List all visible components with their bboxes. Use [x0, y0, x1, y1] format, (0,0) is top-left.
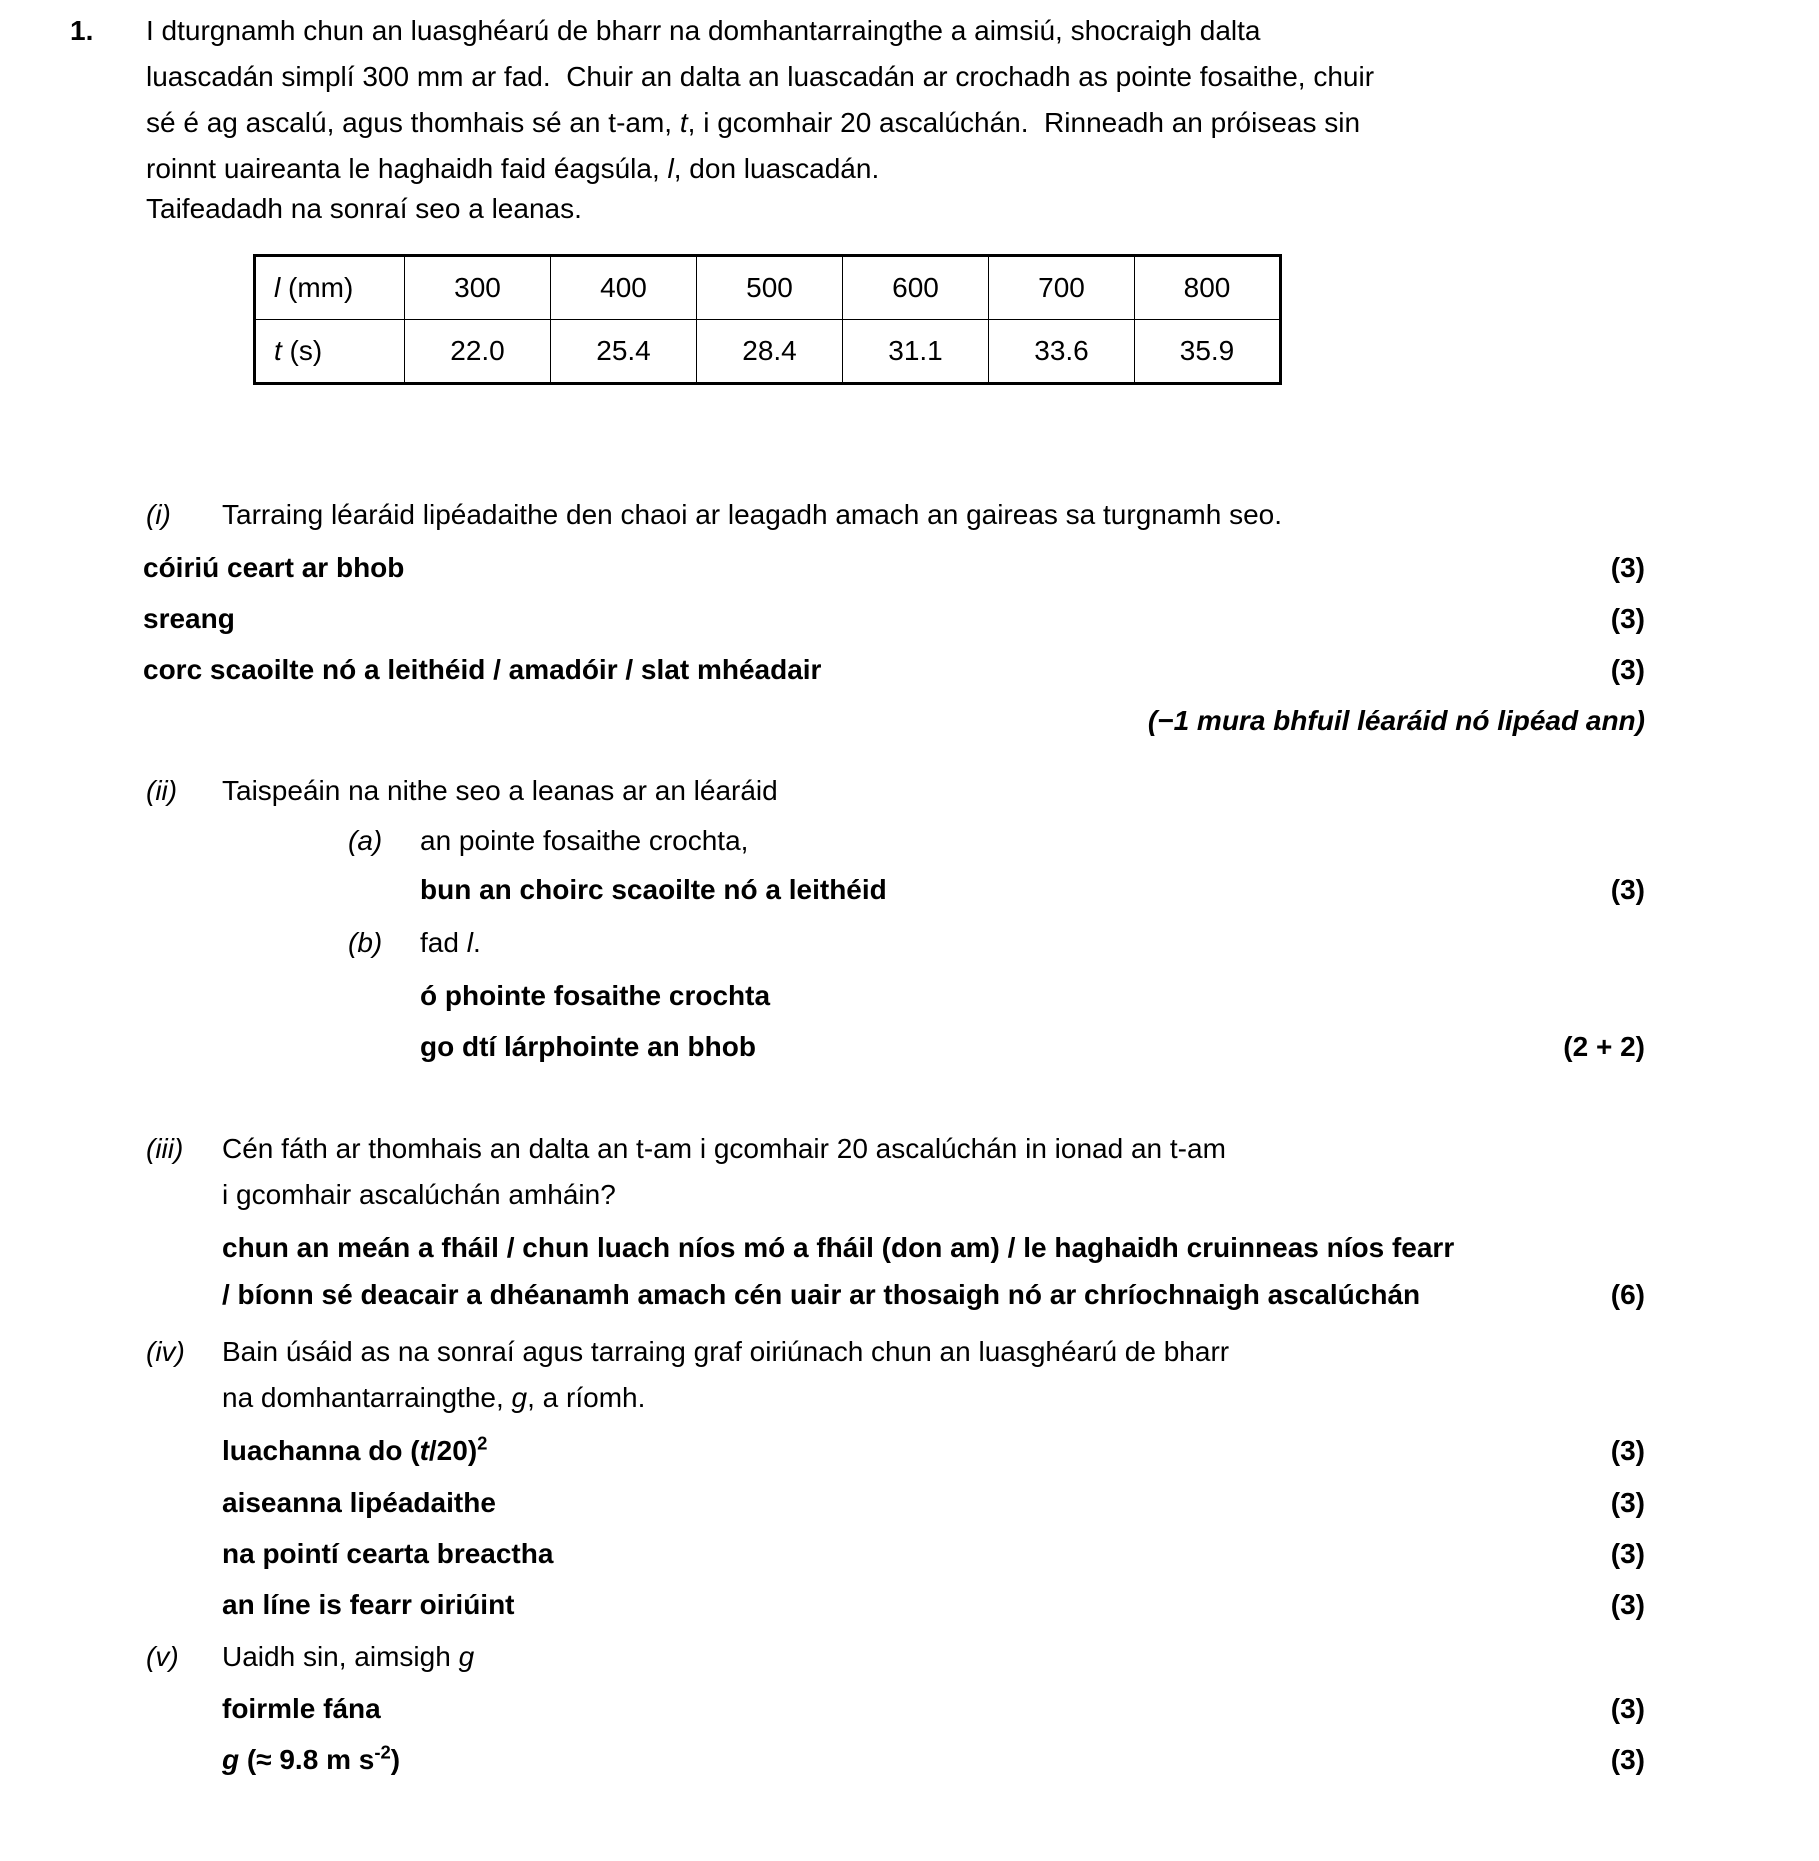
- part-v-answer-2: [222, 1737, 1645, 1783]
- table-row-times: [255, 320, 1281, 384]
- part-i-answer-3-text: corc scaoilte nó a leithéid / amadóir / slat mhéadair: [143, 654, 822, 685]
- question-stem: [146, 8, 1666, 192]
- cell-t-3: 28.4: [697, 320, 843, 384]
- part-iv-symbol-g: g: [511, 1382, 528, 1413]
- part-ii-a-answer: [420, 867, 1645, 913]
- cell-t-1: 22.0: [405, 320, 551, 384]
- part-iv-answer-2-text: aiseanna lipéadaithe: [222, 1487, 496, 1518]
- part-v-answer-1-text: foirmle fána: [222, 1693, 381, 1724]
- row-header-time: t (s): [255, 320, 405, 384]
- part-ii-b-text-prefix: fad: [420, 927, 467, 958]
- part-ii-label: (ii): [146, 775, 178, 806]
- stem-line-3: sé é ag ascalú, agus thomhais sé an t-am, t, i gcomhair 20 ascalúchán. Rinneadh an próiseas sin: [146, 107, 1361, 138]
- cell-l-6: 800: [1135, 256, 1281, 320]
- cell-l-5: 700: [989, 256, 1135, 320]
- part-ii-b-symbol-l: l: [466, 927, 473, 958]
- part-iv-text-line-2: na domhantarraingthe, g, a ríomh.: [222, 1382, 646, 1413]
- part-ii-a-answer-text: bun an choirc scaoilte nó a leithéid: [420, 874, 887, 905]
- cell-l-1: 300: [405, 256, 551, 320]
- part-i-answer-3: [143, 647, 1645, 693]
- part-iv-answer-1: [222, 1428, 1645, 1474]
- part-iv-text-line-1: Bain úsáid as na sonraí agus tarraing graf oiriúnach chun an luasghéarú de bharr: [222, 1336, 1230, 1367]
- part-ii-b-label: (b): [348, 927, 383, 958]
- part-iv-text: [222, 1329, 1642, 1421]
- part-i-answer-2-text: sreang: [143, 603, 235, 634]
- part-v-answer-2-sup: -2: [374, 1741, 391, 1763]
- part-i-label: (i): [146, 499, 171, 530]
- part-ii-a-answer-marks: (3): [1610, 874, 1645, 905]
- part-ii-b-marks: (2 + 2): [1563, 1031, 1645, 1062]
- part-ii-b-answer-2-text: go dtí lárphointe an bhob: [420, 1031, 756, 1062]
- stem-line-2: luascadán simplí 300 mm ar fad. Chuir an dalta an luascadán ar crochadh as pointe fosaithe, chuir: [146, 61, 1375, 92]
- part-v-text: [222, 1634, 1642, 1680]
- part-iv-answer-2-marks: (3): [1610, 1487, 1645, 1518]
- part-i-text: Tarraing léaráid lipéadaithe den chaoi ar leagadh amach an gaireas sa turgnamh seo.: [222, 499, 1283, 530]
- measurements-table: [253, 254, 1282, 385]
- part-iv-answer-3-text: na pointí cearta breactha: [222, 1538, 554, 1569]
- part-i-answer-1: [143, 545, 1645, 591]
- part-ii-text: Taispeáin na nithe seo a leanas ar an léaráid: [222, 775, 778, 806]
- question-number: 1.: [70, 15, 94, 46]
- stem-line-1: I dturgnamh chun an luasghéarú de bharr na domhantarraingthe a aimsiú, shocraigh dalta: [146, 15, 1261, 46]
- cell-l-4: 600: [843, 256, 989, 320]
- symbol-l: l: [667, 153, 674, 184]
- part-iv-label: (iv): [146, 1336, 185, 1367]
- cell-t-6: 35.9: [1135, 320, 1281, 384]
- part-iv-answer-1-marks: (3): [1610, 1435, 1645, 1466]
- part-iv-answer-4-marks: (3): [1610, 1589, 1645, 1620]
- table-row-lengths: [255, 256, 1281, 320]
- part-iv-answer-3-marks: (3): [1610, 1538, 1645, 1569]
- part-iv-answer-4: [222, 1582, 1645, 1628]
- cell-t-2: 25.4: [551, 320, 697, 384]
- stem-line-4: roinnt uaireanta le haghaidh faid éagsúla, l, don luascadán.: [146, 153, 880, 184]
- part-v-answer-2-symbol-g: g: [222, 1744, 240, 1775]
- part-i-penalty-note: (−1 mura bhfuil léaráid nó lipéad ann): [1147, 705, 1645, 736]
- part-iii-text-line-1: Cén fáth ar thomhais an dalta an t-am i gcomhair 20 ascalúchán in ionad an t-am: [222, 1133, 1226, 1164]
- part-iii-text-line-2: i gcomhair ascalúchán amháin?: [222, 1179, 616, 1210]
- part-i-answer-2: [143, 596, 1645, 642]
- part-ii-b-answer-1-text: ó phointe fosaithe crochta: [420, 980, 771, 1011]
- part-v-label: (v): [146, 1641, 179, 1672]
- part-i-answer-1-text: cóiriú ceart ar bhob: [143, 552, 405, 583]
- part-ii-a-text: an pointe fosaithe crochta,: [420, 825, 749, 856]
- part-iii-answer-line-1: [222, 1225, 1645, 1271]
- part-iii-marks: (6): [1610, 1279, 1645, 1310]
- part-iv-answer-1-sup: 2: [477, 1432, 488, 1454]
- part-i-answer-3-marks: (3): [1610, 654, 1645, 685]
- part-i-answer-2-marks: (3): [1610, 603, 1645, 634]
- cell-l-2: 400: [551, 256, 697, 320]
- part-iv-answer-3: [222, 1531, 1645, 1577]
- part-v-answer-2-close: ): [390, 1744, 401, 1775]
- data-intro-text: Taifeadadh na sonraí seo a leanas.: [146, 193, 582, 224]
- cell-l-3: 500: [697, 256, 843, 320]
- part-v-answer-2-text: [222, 1737, 400, 1783]
- part-iii-label: (iii): [146, 1133, 184, 1164]
- part-ii-a-label: (a): [348, 825, 383, 856]
- cell-t-5: 33.6: [989, 320, 1135, 384]
- part-i-answer-1-marks: (3): [1610, 552, 1645, 583]
- part-v-text-prefix: Uaidh sin, aimsigh: [222, 1641, 459, 1672]
- part-ii-b-answer-1: [420, 973, 1645, 1019]
- part-v-symbol-g: g: [458, 1641, 475, 1672]
- part-ii-b-text-suffix: .: [472, 927, 481, 958]
- cell-t-4: 31.1: [843, 320, 989, 384]
- part-iv-answer-1-text: [222, 1428, 487, 1474]
- part-v-answer-1: [222, 1686, 1645, 1732]
- part-iv-answer-2: [222, 1480, 1645, 1526]
- symbol-t: t: [679, 107, 688, 138]
- part-iv-answer-1-label: luachanna do (t/20): [222, 1435, 478, 1466]
- part-iii-text: [222, 1126, 1642, 1218]
- part-v-answer-1-marks: (3): [1610, 1693, 1645, 1724]
- part-v-answer-2-marks: (3): [1610, 1744, 1645, 1775]
- part-iii-answer-1-text: chun an meán a fháil / chun luach níos mó a fháil (don am) / le haghaidh cruinneas níos fearr: [222, 1232, 1455, 1263]
- part-ii-b-text: [420, 920, 1620, 966]
- part-ii-b-answer-2: [420, 1024, 1645, 1070]
- part-v-answer-2-value: (≈ 9.8 m s: [239, 1744, 375, 1775]
- row-header-length: l (mm): [255, 256, 405, 320]
- part-iii-answer-line-2: [222, 1272, 1645, 1318]
- part-iii-answer-2-text: / bíonn sé deacair a dhéanamh amach cén uair ar thosaigh nó ar chríochnaigh ascalúchán: [222, 1279, 1421, 1310]
- part-iv-answer-4-text: an líne is fearr oiriúint: [222, 1589, 515, 1620]
